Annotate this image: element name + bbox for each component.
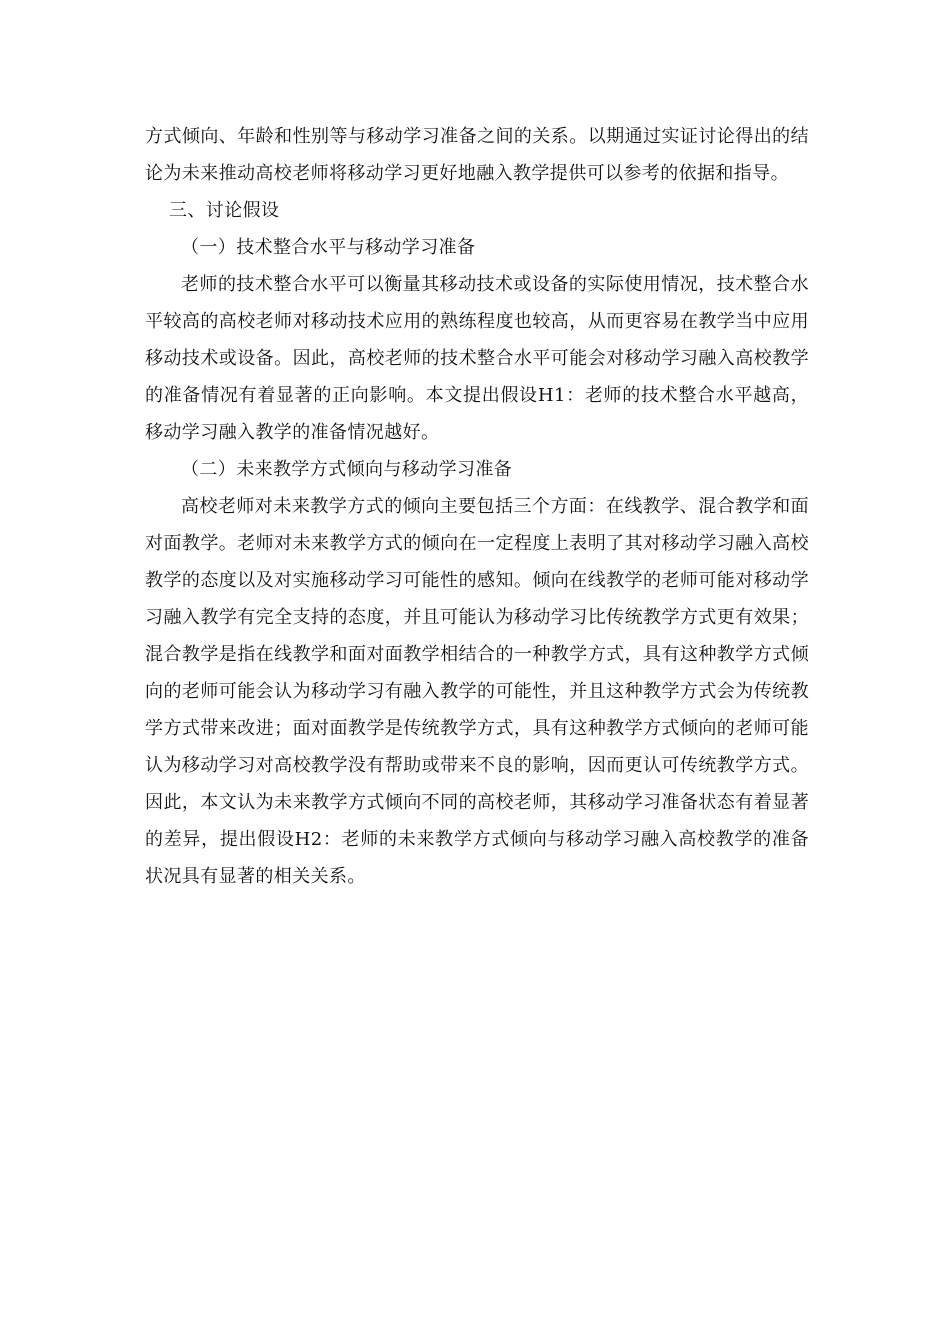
document-body: [145, 118, 809, 895]
paragraph-h1: 老师的技术整合水平可以衡量其移动技术或设备的实际使用情况，技术整合水平较高的高校老师对移动技术应用的熟练程度也较高，从而更容易在教学当中应用移动技术或设备。因此，高校老师的技术整合水平可能会对移动学习融入高校教学的准备情况有着显著的正向影响。本文提出假设H1：老师的技术整合水平越高，移动学习融入教学的准备情况越好。: [145, 274, 809, 443]
subsection-heading-2: （二）未来教学方式倾向与移动学习准备: [181, 459, 513, 480]
subsection-heading-1: （一）技术整合水平与移动学习准备: [181, 237, 476, 258]
section-heading: 三、讨论假设: [169, 200, 280, 221]
paragraph-h2: 高校老师对未来教学方式的倾向主要包括三个方面：在线教学、混合教学和面对面教学。老师对未来教学方式的倾向在一定程度上表明了其对移动学习融入高校教学的态度以及对实施移动学习可能性的感知。倾向在线教学的老师可能对移动学习融入教学有完全支持的态度，并且可能认为移动学习比传统教学方式更有效果；混合教学是指在线教学和面对面教学相结合的一种教学方式，具有这种教学方式倾向的老师可能会认为移动学习有融入教学的可能性，并且这种教学方式会为传统教学方式带来改进；面对面教学是传统教学方式，具有这种教学方式倾向的老师可能认为移动学习对高校教学没有帮助或带来不良的影响，因而更认可传统教学方式。因此，本文认为未来教学方式倾向不同的高校老师，其移动学习准备状态有着显著的差异，提出假设H2：老师的未来教学方式倾向与移动学习融入高校教学的准备状况具有显著的相关关系。: [145, 496, 809, 887]
paragraph-continued: 方式倾向、年龄和性别等与移动学习准备之间的关系。以期通过实证讨论得出的结论为未来推动高校老师将移动学习更好地融入教学提供可以参考的依据和指导。: [145, 126, 809, 184]
